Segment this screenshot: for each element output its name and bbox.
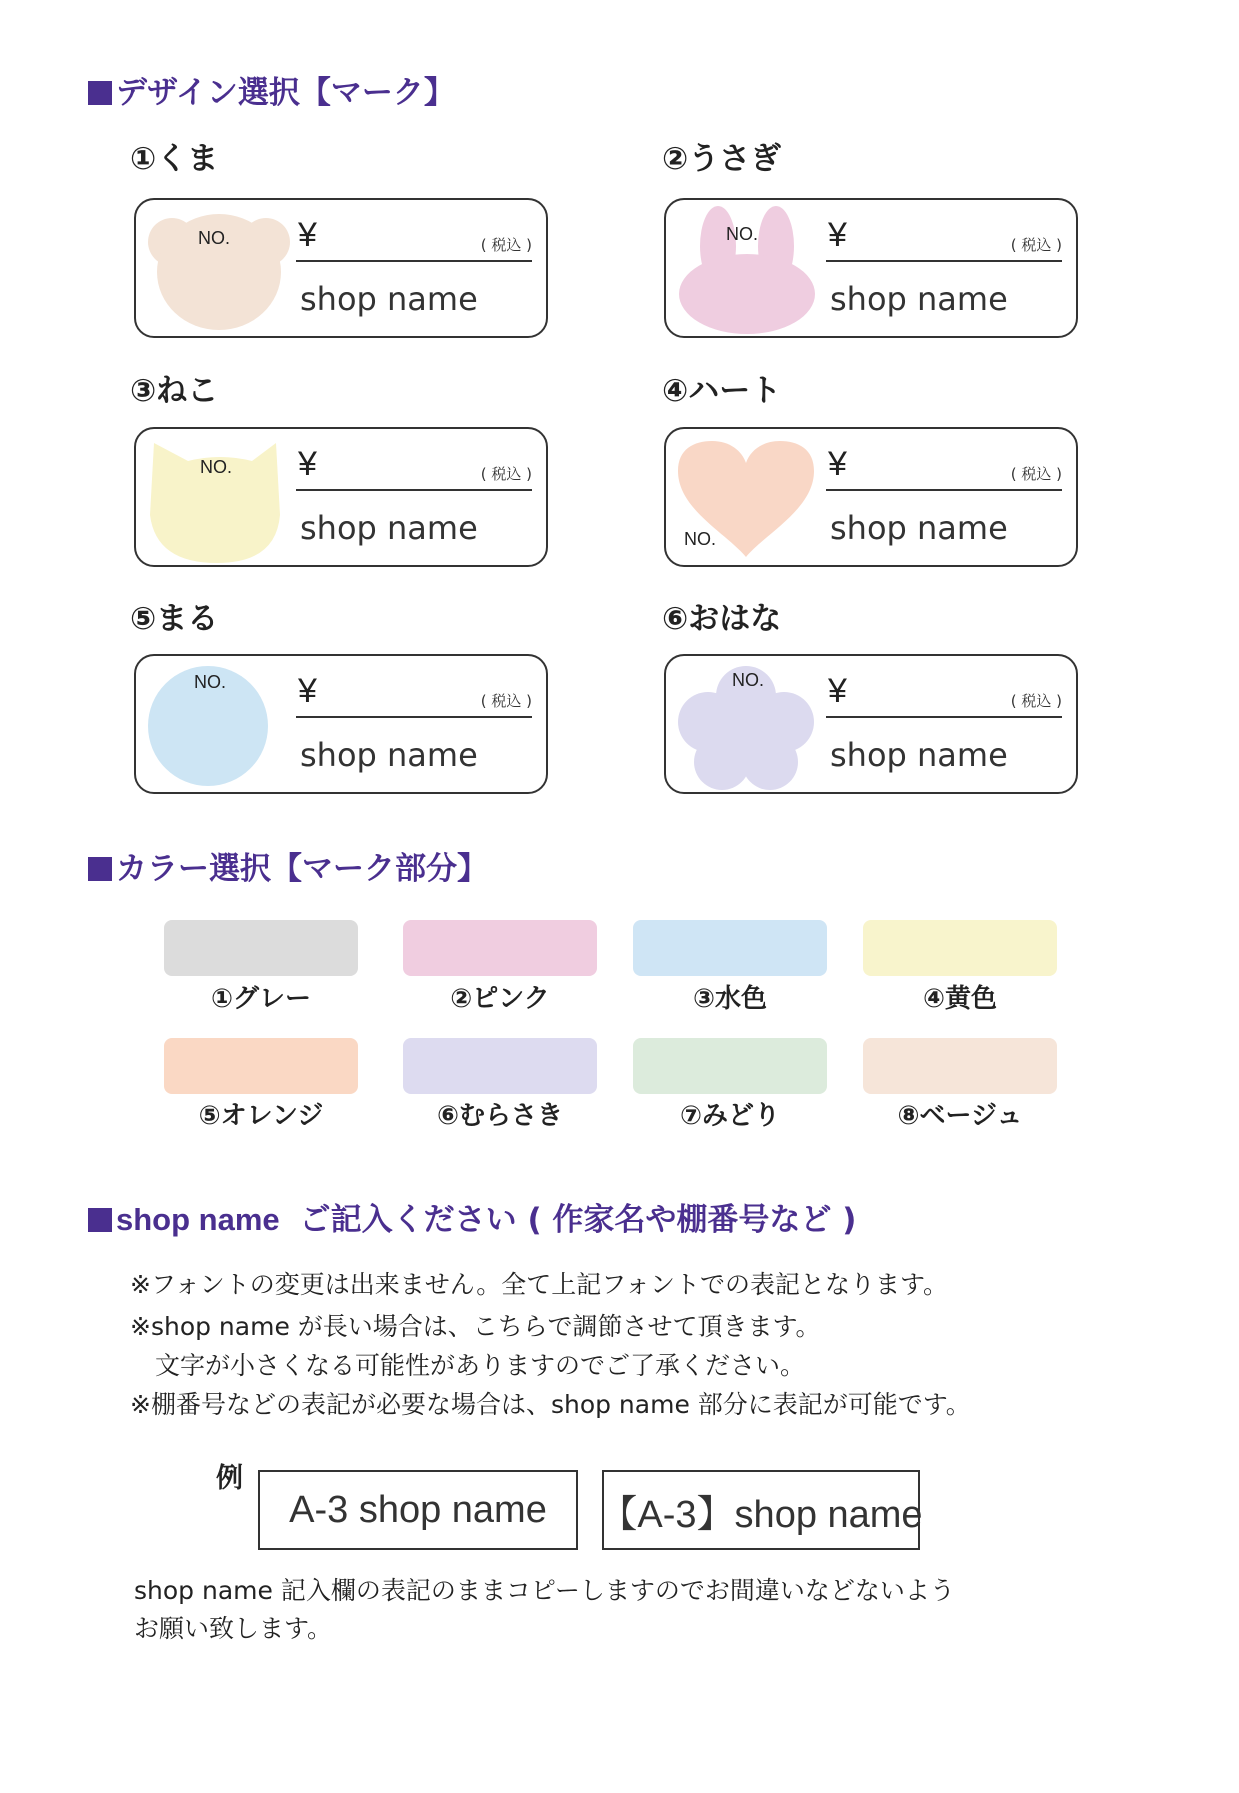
price-underline — [826, 260, 1062, 262]
color-swatch-7[interactable] — [633, 1038, 827, 1094]
number-label: NO. — [684, 529, 717, 549]
note-line-2: ※shop name が長い場合は、こちらで調節させて頂きます。 — [130, 1312, 821, 1341]
price-underline — [826, 489, 1062, 491]
number-label: NO. — [194, 672, 227, 692]
yen-sign: ¥ — [828, 445, 847, 483]
yen-sign: ¥ — [298, 216, 317, 254]
tax-included-label: ( 税込 ) — [480, 465, 532, 483]
color-swatch-5[interactable] — [164, 1038, 358, 1094]
example-label: 例 — [216, 1463, 243, 1494]
shop-name-text: shop name — [830, 736, 1008, 774]
number-label: NO. — [200, 457, 233, 477]
number-label: NO. — [732, 670, 765, 690]
mark-title-bear: ①くま — [130, 141, 219, 177]
bear-mark-icon — [136, 200, 550, 340]
mark-title-circle: ⑤まる — [130, 601, 219, 637]
note-line-1: ※フォントの変更は出来ません。全て上記フォントでの表記となります。 — [130, 1270, 948, 1299]
color-swatch-2[interactable] — [403, 920, 597, 976]
tax-included-label: ( 税込 ) — [480, 236, 532, 254]
shop-name-text: shop name — [830, 280, 1008, 318]
note-line-3: 文字が小さくなる可能性がありますのでご了承ください。 — [130, 1351, 806, 1380]
square-bullet-icon — [88, 81, 112, 105]
flower-mark-icon — [666, 656, 1080, 796]
note-line-4: ※棚番号などの表記が必要な場合は、shop name 部分に表記が可能です。 — [130, 1390, 971, 1419]
footer-line-1: shop name 記入欄の表記のままコピーしますのでお間違いなどないよう — [134, 1576, 955, 1605]
color-section-heading-text: カラー選択【マーク部分】 — [116, 851, 488, 887]
example-box-2: 【A-3】shop name — [602, 1470, 920, 1550]
tax-included-label: ( 税込 ) — [1010, 465, 1062, 483]
tax-included-label: ( 税込 ) — [1010, 236, 1062, 254]
color-section-heading — [88, 851, 488, 887]
yen-sign: ¥ — [298, 445, 317, 483]
shop-name-text: shop name — [830, 509, 1008, 547]
shop-heading-instruction: ご記入ください ( 作家名や棚番号など ) — [299, 1202, 857, 1238]
tax-included-label: ( 税込 ) — [480, 692, 532, 710]
price-underline — [826, 716, 1062, 718]
color-swatch-4[interactable] — [863, 920, 1057, 976]
rabbit-mark-icon — [666, 200, 1080, 340]
yen-sign: ¥ — [298, 672, 317, 710]
label-card-cat[interactable] — [134, 427, 548, 567]
color-swatch-8[interactable] — [863, 1038, 1057, 1094]
number-label: NO. — [198, 228, 231, 248]
color-swatch-label-6: ⑥むらさき — [436, 1101, 563, 1131]
square-bullet-icon — [88, 857, 112, 881]
label-card-flower[interactable] — [664, 654, 1078, 794]
example-box-1: A-3 shop name — [258, 1470, 578, 1550]
square-bullet-icon — [88, 1208, 112, 1232]
shop-name-text: shop name — [300, 509, 478, 547]
shop-heading-shopname: shop name — [116, 1202, 280, 1237]
label-card-circle[interactable] — [134, 654, 548, 794]
tax-included-label: ( 税込 ) — [1010, 692, 1062, 710]
color-swatch-label-5: ⑤オレンジ — [198, 1101, 324, 1131]
shop-name-section-heading — [88, 1204, 856, 1236]
shop-name-text: shop name — [300, 736, 478, 774]
price-underline — [296, 260, 532, 262]
yen-sign: ¥ — [828, 672, 847, 710]
color-swatch-label-3: ③水色 — [692, 984, 767, 1014]
price-underline — [296, 489, 532, 491]
mark-title-rabbit: ②うさぎ — [662, 141, 782, 177]
price-underline — [296, 716, 532, 718]
footer-line-2: お願い致します。 — [134, 1614, 333, 1643]
yen-sign: ¥ — [828, 216, 847, 254]
design-section-heading — [88, 75, 455, 111]
number-label: NO. — [726, 224, 759, 244]
color-swatch-label-1: ①グレー — [210, 984, 311, 1014]
color-swatch-label-2: ②ピンク — [450, 984, 550, 1014]
color-swatch-label-4: ④黄色 — [922, 984, 997, 1014]
design-section-heading-text: デザイン選択【マーク】 — [116, 75, 455, 111]
mark-title-heart: ④ハート — [662, 373, 782, 409]
mark-title-flower: ⑥おはな — [662, 601, 782, 637]
color-swatch-6[interactable] — [403, 1038, 597, 1094]
color-swatch-1[interactable] — [164, 920, 358, 976]
label-card-rabbit[interactable] — [664, 198, 1078, 338]
label-card-heart[interactable] — [664, 427, 1078, 567]
color-swatch-label-7: ⑦みどり — [679, 1101, 780, 1131]
color-swatch-label-8: ⑧ベージュ — [897, 1101, 1023, 1131]
color-swatch-3[interactable] — [633, 920, 827, 976]
heart-mark-icon — [666, 429, 1080, 569]
label-card-bear[interactable] — [134, 198, 548, 338]
cat-mark-icon — [136, 429, 550, 569]
shop-name-text: shop name — [300, 280, 478, 318]
mark-title-cat: ③ねこ — [130, 373, 219, 409]
